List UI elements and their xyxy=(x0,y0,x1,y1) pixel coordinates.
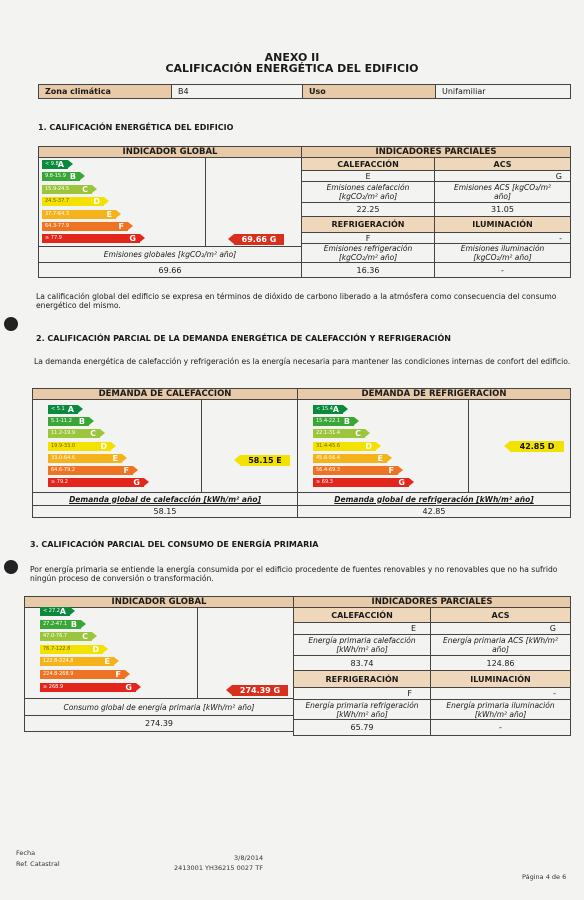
s2-cool-bar-tip xyxy=(365,429,370,437)
s3-global-header: INDICADOR GLOBAL xyxy=(24,596,294,608)
s1-bar-range: 9.8-15.9 xyxy=(45,173,66,180)
s3-acs-title: ACS xyxy=(430,607,571,623)
s3-bar-tip xyxy=(114,657,119,665)
s2-heat-header: DEMANDA DE CALEFACCIÓN xyxy=(32,388,298,400)
s2-cool-bar-tip xyxy=(376,442,381,450)
s3-ilum-title: ILUMINACIÓN xyxy=(430,670,571,688)
page-title: CALIFICACIÓN ENERGÉTICA DEL EDIFICIO xyxy=(165,62,419,75)
s3-bar-c xyxy=(40,632,92,641)
s1-acs-title: ACS xyxy=(434,157,571,171)
s1-acs-value: 31.05 xyxy=(434,202,571,217)
s1-bar-letter: E xyxy=(106,209,112,219)
s3-bar-f xyxy=(40,670,125,679)
s1-note: La calificación global del edificio se expresa en términos de dióxido de carbono liberado a la atmósfera como consecuencia del consumo energético del mismo. xyxy=(36,292,557,310)
s2-cool-bar-range: ≥ 69.3 xyxy=(316,479,333,486)
s2-cool-bar-letter: F xyxy=(388,466,394,475)
uso-label: Uso xyxy=(302,84,436,99)
s1-ilum-label: Emisiones iluminación [kgCO₂/m² año] xyxy=(434,243,571,263)
s3-bar-tip xyxy=(103,645,108,653)
s3-acs-letter: G xyxy=(430,622,571,635)
s3-intro: Por energía primaria se entiende la energía consumida por el edificio procedente de fuentes renovables y no renovables que no ha sufrido ningún proceso de conversión o transformación. xyxy=(30,565,558,583)
s1-bar-f xyxy=(42,222,128,231)
section2-title: 2. CALIFICACIÓN PARCIAL DE LA DEMANDA ENERGÉTICA DE CALEFACCIÓN Y REFRIGERACIÓN xyxy=(36,334,451,343)
s3-ilum-label: Energía primaria iluminación [kWh/m² año] xyxy=(430,699,571,720)
s3-bar-tip xyxy=(92,632,97,640)
s1-bar-letter: F xyxy=(118,222,124,231)
s3-bar-range: < 27.2 xyxy=(43,608,60,614)
s2-cool-bar-tip xyxy=(398,466,403,474)
s2-cool-bar-letter: A xyxy=(332,405,339,414)
s3-refrig-label: Energía primaria refrigeración [kWh/m² año] xyxy=(293,699,431,720)
s2-heat-bar-range: ≥ 79.2 xyxy=(51,479,68,486)
s2-cool-bar-range: 45.6-56.4 xyxy=(316,454,341,461)
s1-global-header: INDICADOR GLOBAL xyxy=(38,146,302,158)
s2-heat-bar-tip xyxy=(144,478,149,486)
s2-heat-rating-arrow xyxy=(240,455,290,466)
s1-bar-range: 37.7-64.3 xyxy=(45,210,70,217)
s3-global-label: Consumo global de energía primaria [kWh/m² año] xyxy=(24,698,294,716)
s3-calef-value: 83.74 xyxy=(293,655,431,671)
s1-bar-tip xyxy=(80,172,85,180)
s2-cool-bar-b xyxy=(313,417,354,426)
s2-heat-bar-e xyxy=(48,454,122,463)
s3-calef-letter: E xyxy=(293,622,431,635)
s2-cool-bar-range: 22.1-31.4 xyxy=(316,430,341,437)
s2-heat-label: Demanda global de calefacción [kWh/m² año] xyxy=(32,492,298,506)
footer-ref-label: Ref. Catastral xyxy=(16,860,60,868)
s3-calef-title: CALEFACCIÓN xyxy=(293,607,431,623)
s3-bar-letter: C xyxy=(82,632,88,642)
s2-heat-bar-letter: F xyxy=(123,466,129,475)
s3-bar-tip xyxy=(81,620,86,628)
s2-heat-bar-tip xyxy=(78,405,83,413)
s3-bar-letter: A xyxy=(59,607,66,616)
s3-refrig-letter: F xyxy=(293,687,431,700)
s1-calef-value: 22.25 xyxy=(301,202,435,217)
s1-bar-c xyxy=(42,185,92,194)
s2-cool-bar-tip xyxy=(343,405,348,413)
s3-acs-value: 124.86 xyxy=(430,655,571,671)
s2-heat-bar-letter: G xyxy=(133,478,140,488)
s3-bar-range: ≥ 268.9 xyxy=(43,683,64,690)
s2-cool-bar-letter: B xyxy=(343,417,350,427)
s3-refrig-title: REFRIGERACIÓN xyxy=(293,670,431,688)
s2-heat-rating-value: 58.15 E xyxy=(248,456,282,465)
s3-rating-value: 274.39 G xyxy=(239,686,281,695)
s1-bar-tip xyxy=(68,160,73,168)
s2-cool-rating-arrow xyxy=(510,441,564,452)
s1-refrig-label: Emisiones refrigeración [kgCO₂/m² año] xyxy=(301,243,435,263)
s2-heat-bar-range: 19.9-33.0 xyxy=(51,442,76,449)
s2-cool-bar-letter: D xyxy=(365,441,372,451)
s3-bar-g xyxy=(40,683,136,692)
s1-bar-range: < 9.8 xyxy=(45,161,59,167)
s1-bar-tip xyxy=(92,185,97,193)
s2-cool-label: Demanda global de refrigeración [kWh/m² año] xyxy=(297,492,571,506)
s2-cool-bar-c xyxy=(313,429,365,438)
s2-heat-bar-letter: B xyxy=(78,417,85,427)
s2-cool-bar-range: 31.4-45.6 xyxy=(316,442,341,449)
s2-cool-rating-value: 42.85 D xyxy=(519,442,555,451)
s2-cool-bar-e xyxy=(313,454,387,463)
s2-heat-bar-range: 33.0-64.6 xyxy=(51,454,76,461)
s2-cool-bar-range: 15.4-22.1 xyxy=(316,418,341,425)
s3-global-value: 274.39 xyxy=(24,715,294,732)
s2-heat-bar-range: < 5.1 xyxy=(51,406,65,412)
s2-heat-bar-letter: D xyxy=(100,441,107,451)
s2-heat-bar-letter: A xyxy=(67,405,74,414)
s1-bar-tip xyxy=(104,197,109,205)
s1-bar-letter: A xyxy=(57,160,64,169)
s3-bar-tip xyxy=(70,607,75,615)
s3-bar-letter: D xyxy=(92,644,99,654)
s1-bar-b xyxy=(42,172,80,181)
section1-title: 1. CALIFICACIÓN ENERGÉTICA DEL EDIFICIO xyxy=(38,123,234,132)
s1-ilum-title: ILUMINACIÓN xyxy=(434,216,571,233)
s1-bar-letter: D xyxy=(93,197,100,207)
s2-cool-bar-range: < 15.4 xyxy=(316,406,333,412)
s1-bar-tip xyxy=(116,210,121,218)
s1-bar-g xyxy=(42,234,140,243)
s1-refrig-value: 16.36 xyxy=(301,262,435,278)
s2-cool-bar-tip xyxy=(354,417,359,425)
footer-date: 3/8/2014 xyxy=(234,854,264,862)
s2-heat-bar-letter: C xyxy=(90,429,96,439)
s3-bar-e xyxy=(40,657,114,666)
s2-cool-bar-a xyxy=(313,405,343,414)
s3-bar-b xyxy=(40,620,81,629)
s1-bar-range: 15.9-24.5 xyxy=(45,185,70,192)
s1-bar-letter: B xyxy=(69,172,76,182)
s2-cool-header: DEMANDA DE REFRIGERACIÓN xyxy=(297,388,571,400)
s2-cool-bar-tip xyxy=(387,454,392,462)
s1-bar-range: ≥ 77.9 xyxy=(45,235,62,242)
footer-fecha-label: Fecha xyxy=(16,849,36,857)
s2-heat-bar-b xyxy=(48,417,89,426)
zona-label: Zona climática xyxy=(38,84,172,99)
s3-bar-range: 76.7-122.8 xyxy=(43,645,71,652)
zona-value: B4 xyxy=(171,84,303,99)
s1-ilum-letter: - xyxy=(434,232,571,244)
s2-cool-bar-g xyxy=(313,478,409,487)
s1-acs-letter: G xyxy=(434,170,571,182)
s2-cool-bar-range: 56.4-69.3 xyxy=(316,467,341,473)
s1-bar-tip xyxy=(140,234,145,242)
s3-ilum-letter: - xyxy=(430,687,571,700)
s3-refrig-value: 65.79 xyxy=(293,719,431,736)
s2-heat-bar-g xyxy=(48,478,144,487)
s2-heat-bar-tip xyxy=(89,417,94,425)
s2-heat-value: 58.15 xyxy=(32,505,298,518)
s1-ilum-value: - xyxy=(434,262,571,278)
s2-cool-bar-letter: G xyxy=(398,478,405,488)
s3-bar-a xyxy=(40,607,70,616)
s3-bar-letter: F xyxy=(115,670,121,679)
s1-rating-value: 69.66 G xyxy=(241,235,277,244)
s1-calef-letter: E xyxy=(301,170,435,182)
s3-rating-arrow xyxy=(232,685,288,696)
s2-cool-value: 42.85 xyxy=(297,505,571,518)
s2-heat-bar-tip xyxy=(100,429,105,437)
s1-bar-e xyxy=(42,210,116,219)
s1-global-label: Emisiones globales [kgCO₂/m² año] xyxy=(38,246,302,263)
s2-heat-bar-letter: E xyxy=(112,453,118,463)
section3-title: 3. CALIFICACIÓN PARCIAL DEL CONSUMO DE ENERGÍA PRIMARIA xyxy=(30,540,319,549)
s3-bar-range: 122.8-224.8 xyxy=(43,658,74,665)
s1-bar-d xyxy=(42,197,104,206)
s3-bar-tip xyxy=(125,670,130,678)
s1-bar-a xyxy=(42,160,68,169)
s3-bar-letter: G xyxy=(125,682,132,692)
s2-heat-bar-range: 11.2-19.9 xyxy=(51,430,76,437)
s2-cool-bar-letter: E xyxy=(377,453,383,463)
s1-bar-range: 64.3-77.9 xyxy=(45,223,70,229)
uso-value: Unifamiliar xyxy=(435,84,571,99)
s3-ilum-value: - xyxy=(430,719,571,736)
annex-label: ANEXO II xyxy=(264,51,320,64)
s3-bar-tip xyxy=(136,683,141,691)
footer-ref: 2413001 YH36215 0027 TF xyxy=(174,864,263,872)
s1-partial-header: INDICADORES PARCIALES xyxy=(301,146,571,158)
s3-acs-label: Energía primaria ACS [kWh/m² año] xyxy=(430,634,571,656)
s3-bar-d xyxy=(40,645,103,654)
s1-bar-letter: G xyxy=(129,234,136,244)
s2-heat-bar-c xyxy=(48,429,100,438)
s1-calef-title: CALEFACCIÓN xyxy=(301,157,435,171)
s3-bar-range: 47.0-76.7 xyxy=(43,633,68,640)
s1-bar-letter: C xyxy=(82,184,88,194)
s1-refrig-letter: F xyxy=(301,232,435,244)
punch-hole xyxy=(4,560,18,574)
s3-partial-header: INDICADORES PARCIALES xyxy=(293,596,571,608)
s1-acs-label: Emisiones ACS [kgCO₂/m² año] xyxy=(434,181,571,203)
s3-bar-range: 27.2-47.1 xyxy=(43,620,68,627)
s1-rating-arrow xyxy=(234,234,284,245)
punch-hole xyxy=(4,317,18,331)
s1-refrig-title: REFRIGERACIÓN xyxy=(301,216,435,233)
s2-heat-bar-tip xyxy=(111,442,116,450)
s2-heat-bar-tip xyxy=(133,466,138,474)
s2-cool-bar-tip xyxy=(409,478,414,486)
s2-heat-bar-tip xyxy=(122,454,127,462)
s2-heat-bar-a xyxy=(48,405,78,414)
s1-global-value: 69.66 xyxy=(38,262,302,278)
footer-page: Página 4 de 6 xyxy=(522,873,567,881)
s2-heat-rating-box xyxy=(201,399,298,493)
s1-bar-range: 24.5-37.7 xyxy=(45,198,70,205)
s2-heat-bar-range: 64.6-79.2 xyxy=(51,467,76,473)
s2-heat-bar-range: 5.1-11.2 xyxy=(51,418,72,425)
s3-bar-letter: E xyxy=(104,657,110,667)
s3-calef-label: Energía primaria calefacción [kWh/m² año] xyxy=(293,634,431,656)
s2-cool-bar-letter: C xyxy=(355,429,361,439)
s2-heat-bar-d xyxy=(48,442,111,451)
s2-heat-bar-f xyxy=(48,466,133,475)
s1-bar-tip xyxy=(128,222,133,230)
s3-bar-letter: B xyxy=(70,619,77,629)
s3-bar-range: 224.8-268.9 xyxy=(43,671,74,677)
s1-calef-label: Emisiones calefacción [kgCO₂/m² año] xyxy=(301,181,435,203)
s2-cool-bar-f xyxy=(313,466,398,475)
s2-cool-bar-d xyxy=(313,442,376,451)
s2-intro: La demanda energética de calefacción y refrigeración es la energía necesaria para mantener las condiciones internas de confort del edificio. xyxy=(34,357,571,366)
